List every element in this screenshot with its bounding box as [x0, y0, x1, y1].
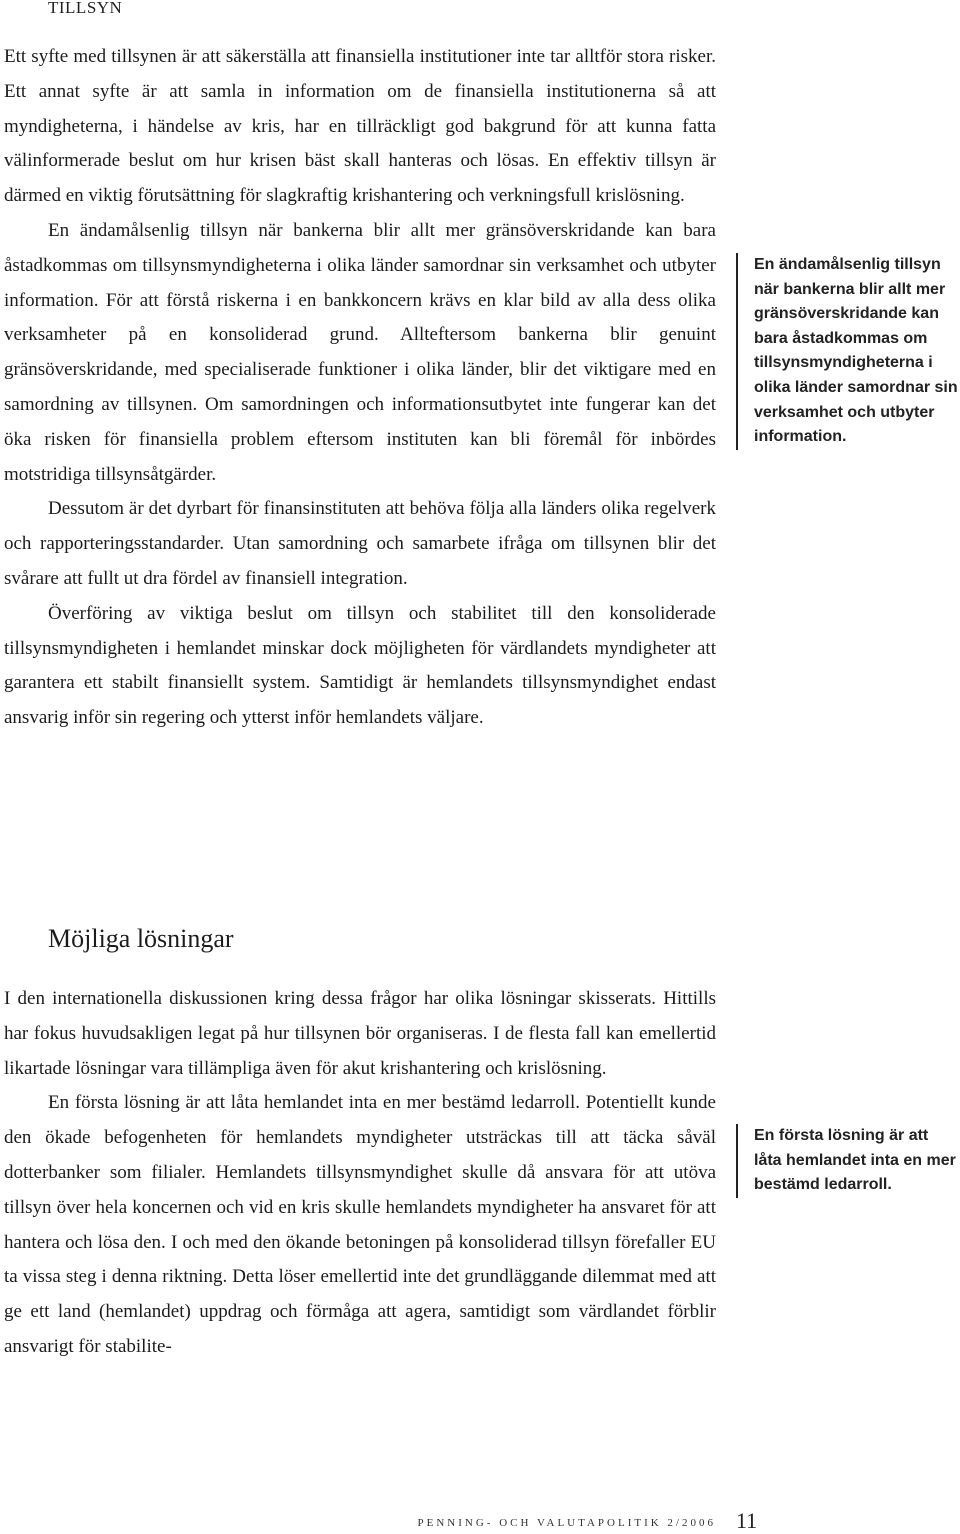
running-head: TILLSYN	[48, 0, 123, 17]
page-number: 11	[736, 1508, 758, 1533]
body-paragraph: I den internationella diskussionen kring dessa frågor har olika lösningar skisserats. Hittills har fokus huvudsakligen legat på hur tillsynen bör organiseras. I de flesta fall kan emellertid likartade lösningar vara tillämpliga även för akut krishantering och krislösning.	[4, 988, 716, 1079]
body-paragraph: Ett syfte med tillsynen är att säkerställa att finansiella institutioner inte tar alltför stora risker. Ett annat syfte är att samla in information om de finansiella institutionerna så att myndigheterna, i händelse av kris, har en tillräckligt god bakgrund för att kunna fatta välinformerade beslut om hur krisen bäst skall hanteras och lösas. En effektiv tillsyn är därmed en viktig förutsättning för slagkraftig krishantering och verkningsfull krislösning.	[4, 46, 716, 207]
body-paragraph: En ändamålsenlig tillsyn när bankerna blir allt mer gränsöverskridande kan bara åstadkommas om tillsynsmyndigheterna i olika länder samordnar sin verksamhet och utbyter information. För att förstå riskerna i en bankkoncern krävs en klar bild av alla dess olika verksamheter på en konsoliderad grund. Allteftersom bankerna blir genuint gränsöverskridande, med specialiserade funktioner i olika länder, blir det viktigare med en samordning av tillsynen. Om samordningen och informationsutbytet inte fungerar kan det öka risken för finansiella problem eftersom instituten kan bli föremål för inbördes motstridiga tillsynsåtgärder.	[4, 219, 716, 485]
body-paragraph: Överföring av viktiga beslut om tillsyn och stabilitet till den konsoliderade tillsynsmyndigheten i hemlandet minskar dock möjligheten för värdlandets myndigheter att garantera ett stabilt finansiellt system. Samtidigt är hemlandets tillsynsmyndighet endast ansvarig inför sin regering och ytterst inför hemlandets väljare.	[4, 602, 716, 729]
section-heading: Möjliga lösningar	[48, 924, 234, 953]
body-paragraph: Dessutom är det dyrbart för finansinstituten att behöva följa alla länders olika regelverk och rapporteringsstandarder. Utan samordning och samarbete ifråga om tillsynen blir det svårare att fullt ut dra fördel av finansiell integration.	[4, 498, 716, 589]
main-text-column-upper	[4, 40, 716, 736]
footer-journal-title: PENNING- OCH VALUTAPOLITIK 2/2006	[417, 1517, 716, 1529]
pull-quote: En första lösning är att låta hemlandet inta en mer bestämd ledarroll.	[736, 1124, 960, 1198]
main-text-column-lower	[4, 982, 716, 1365]
body-paragraph: En första lösning är att låta hemlandet inta en mer bestämd ledarroll. Potentiellt kunde den ökade befogenheten för hemlandets myndigheter utsträckas till att täcka såväl dotterbanker som filialer. Hemlandets tillsynsmyndighet skulle då ansvara för att utöva tillsyn över hela koncernen och vid en kris skulle hemlandets myndigheter ha ansvaret för att hantera och lösa den. I och med den ökande betoningen på konsoliderad tillsyn förefaller EU ta vissa steg i denna riktning. Detta löser emellertid inte det grundläggande dilemmat med att ge ett land (hemlandet) uppdrag och förmåga att agera, samtidigt som värdlandet förblir ansvarigt för stabilite-	[4, 1092, 716, 1357]
pull-quote: En ändamålsenlig tillsyn när bankerna blir allt mer gränsöverskridande kan bara åstadkommas om tillsynsmyndigheterna i olika länder samordnar sin verksamhet och utbyter information.	[736, 253, 960, 450]
